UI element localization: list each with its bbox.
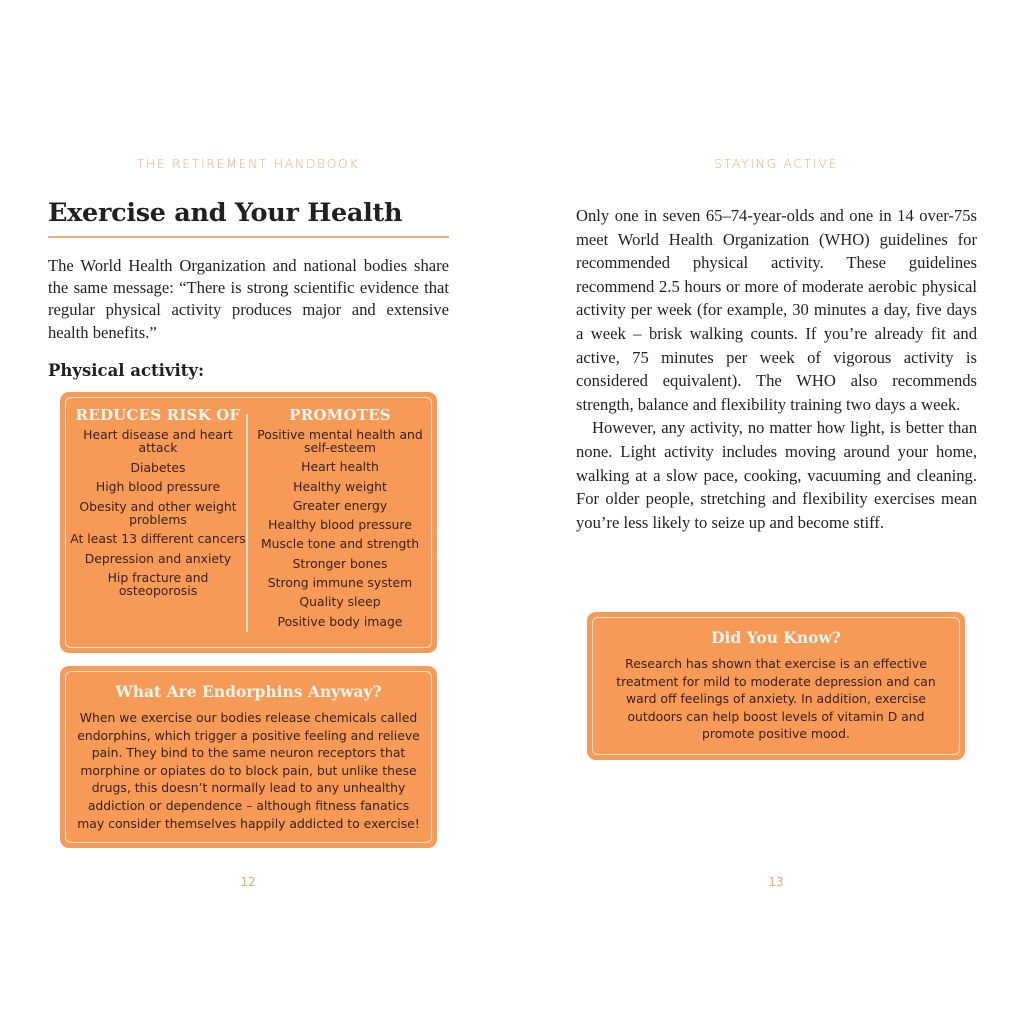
list-item: Positive body image: [277, 613, 403, 629]
reduces-risk-column: [68, 406, 248, 604]
endorphins-text: When we exercise our bodies release chemicals called endorphins, which trigger a positive feeling and relieve pain. They bind to the same neuron receptors that morphine or opiates do to block pain, but unlike these drugs, this doesn’t normally lead to any unhealthy addiction or dependence – although fitness fanatics may consider themselves happily addicted to exercise!: [77, 710, 420, 831]
did-you-know-text: Research has shown that exercise is an effective treatment for mild to moderate depression and can ward off feelings of anxiety. In addition, exercise outdoors can help boost levels of vitamin D and promote positive mood.: [616, 656, 936, 741]
list-item: At least 13 different cancers: [70, 531, 246, 546]
list-item: Hip fracture and osteoporosis: [107, 570, 209, 598]
page-number: 13: [768, 875, 784, 889]
reduces-risk-list: [68, 428, 248, 597]
list-item: Healthy weight: [293, 478, 387, 494]
endorphins-box: [60, 666, 437, 848]
body-paragraph: Only one in seven 65–74-year-olds and one in 14 over-75s meet World Health Organization (WHO) guidelines for recommended physical activity. These guidelines recommend 2.5 hours or more of moderate aerobic physical activity per week (for example, 30 minutes a day, five days a week – brisk walking counts. If you’re already fit and active, 75 minutes per week of vigorous activity is considered equivalent). The WHO also recommends strength, balance and flexibility training two days a week.: [576, 206, 977, 414]
column-divider: [246, 414, 248, 632]
chapter-title: Exercise and Your Health: [48, 198, 403, 228]
physical-activity-box: [60, 392, 437, 653]
list-item: Stronger bones: [292, 555, 388, 571]
reduces-risk-heading: REDUCES RISK OF: [75, 406, 241, 424]
list-item: Heart disease and heart attack: [83, 427, 233, 455]
physical-activity-subhead: Physical activity:: [48, 361, 205, 380]
running-head: STAYING ACTIVE: [714, 156, 838, 171]
list-item: Muscle tone and strength: [260, 536, 420, 552]
body-text: [576, 204, 977, 534]
promotes-heading: PROMOTES: [289, 406, 391, 424]
list-item: Positive mental health and self-esteem: [257, 427, 423, 455]
title-underline: [48, 236, 449, 238]
body-paragraph: However, any activity, no matter how light, is better than none. Light activity includes moving around your home, walking at a slow pace, cooking, vacuuming and cleaning. For older people, stretching and flexibility exercises mean you’re less likely to seize up and become stiff.: [576, 418, 977, 532]
list-item: Diabetes: [130, 459, 186, 475]
page-number: 12: [240, 875, 256, 889]
promotes-column: [254, 406, 426, 634]
list-item: High blood pressure: [95, 479, 221, 494]
list-item: Greater energy: [292, 497, 388, 513]
list-item: Heart health: [301, 459, 379, 475]
did-you-know-heading: Did You Know?: [711, 628, 841, 647]
endorphins-heading: What Are Endorphins Anyway?: [115, 682, 382, 701]
list-item: Depression and anxiety: [84, 550, 232, 566]
right-page: [512, 0, 1024, 1024]
list-item: Healthy blood pressure: [268, 517, 412, 533]
list-item: Obesity and other weight problems: [79, 498, 237, 527]
promotes-list: [254, 428, 426, 628]
intro-paragraph: The World Health Organization and national bodies share the same message: “There is strong scientific evidence that regular physical activity produces major and extensive health benefits.”: [48, 256, 449, 342]
list-item: Strong immune system: [267, 575, 413, 591]
running-head: THE RETIREMENT HANDBOOK: [136, 156, 360, 171]
did-you-know-box: [587, 612, 965, 760]
list-item: Quality sleep: [299, 594, 381, 610]
